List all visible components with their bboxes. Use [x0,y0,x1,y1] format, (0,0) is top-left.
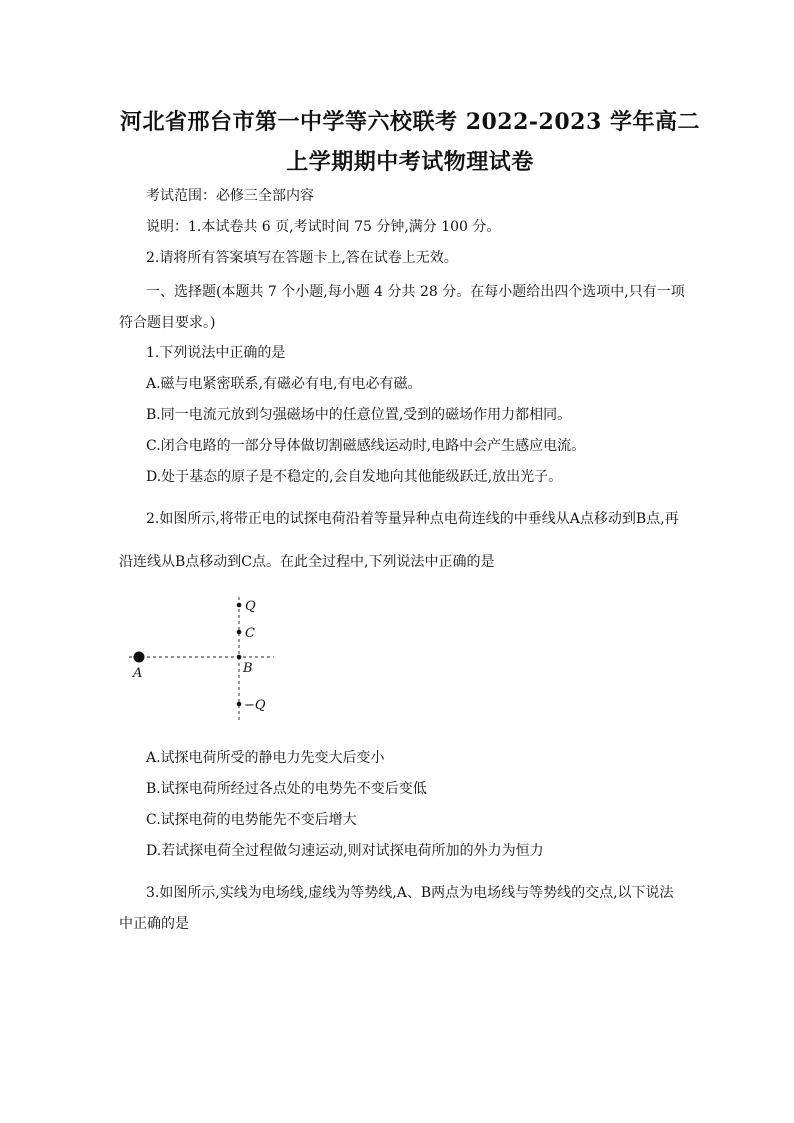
exam-title-line2: 上学期期中考试物理试卷 [286,149,534,175]
question-1-option-d: D.处于基态的原子是不稳定的,会自发地向其他能级跃迁,放出光子。 [146,469,563,485]
charge-q-negative-dot [237,702,242,707]
question-3-stem-cont: 中正确的是 [119,916,189,932]
section-1-heading-cont: 符合题目要求。) [119,315,216,331]
question-2-option-c: C.试探电荷的电势能先不变后增大 [146,812,357,828]
question-2-stem: 2.如图所示,将带正电的试探电荷沿着等量异种点电荷连线的中垂线从A点移动到B点,再 [146,511,679,527]
question-1-option-c: C.闭合电路的一部分导体做切割磁感线运动时,电路中会产生感应电流。 [146,438,586,454]
question-3-stem: 3.如图所示,实线为电场线,虚线为等势线,A、B两点为电场线与等势线的交点,以下说法 [146,885,674,901]
question-2-option-a: A.试探电荷所受的静电力先变大后变小 [146,750,385,766]
question-1-option-b: B.同一电流元放到匀强磁场中的任意位置,受到的磁场作用力都相同。 [146,407,572,423]
label-b: B [243,661,253,676]
charge-diagram [124,592,284,722]
exam-scope: 考试范围：必修三全部内容 [146,188,314,204]
label-q-positive: Q [245,599,256,614]
point-a-dot [134,652,145,663]
section-1-heading: 一、选择题(本题共 7 个小题,每小题 4 分共 28 分。在每小题给出四个选项中,只有一项 [146,284,685,300]
question-2-option-b: B.试探电荷所经过各点处的电势先不变后变低 [146,781,427,797]
label-c: C [245,626,255,641]
label-q-negative: −Q [244,698,266,713]
exam-title-line1: 河北省邢台市第一中学等六校联考 2022-2023 学年高二 [120,109,700,135]
exam-note-2: 2.请将所有答案填写在答题卡上,答在试卷上无效。 [146,250,458,266]
point-c-dot [237,630,242,635]
question-2-option-d: D.若试探电荷全过程做匀速运动,则对试探电荷所加的外力为恒力 [146,843,544,859]
question-1-option-a: A.磁与电紧密联系,有磁必有电,有电必有磁。 [146,376,422,392]
exam-note-1: 说明：1.本试卷共 6 页,考试时间 75 分钟,满分 100 分。 [146,219,501,235]
charge-q-positive-dot [237,603,242,608]
question-2-stem-cont: 沿连线从B点移动到C点。在此全过程中,下列说法中正确的是 [119,554,495,570]
point-b-dot [237,655,242,660]
label-a: A [133,666,143,681]
question-1-stem: 1.下列说法中正确的是 [146,345,286,361]
